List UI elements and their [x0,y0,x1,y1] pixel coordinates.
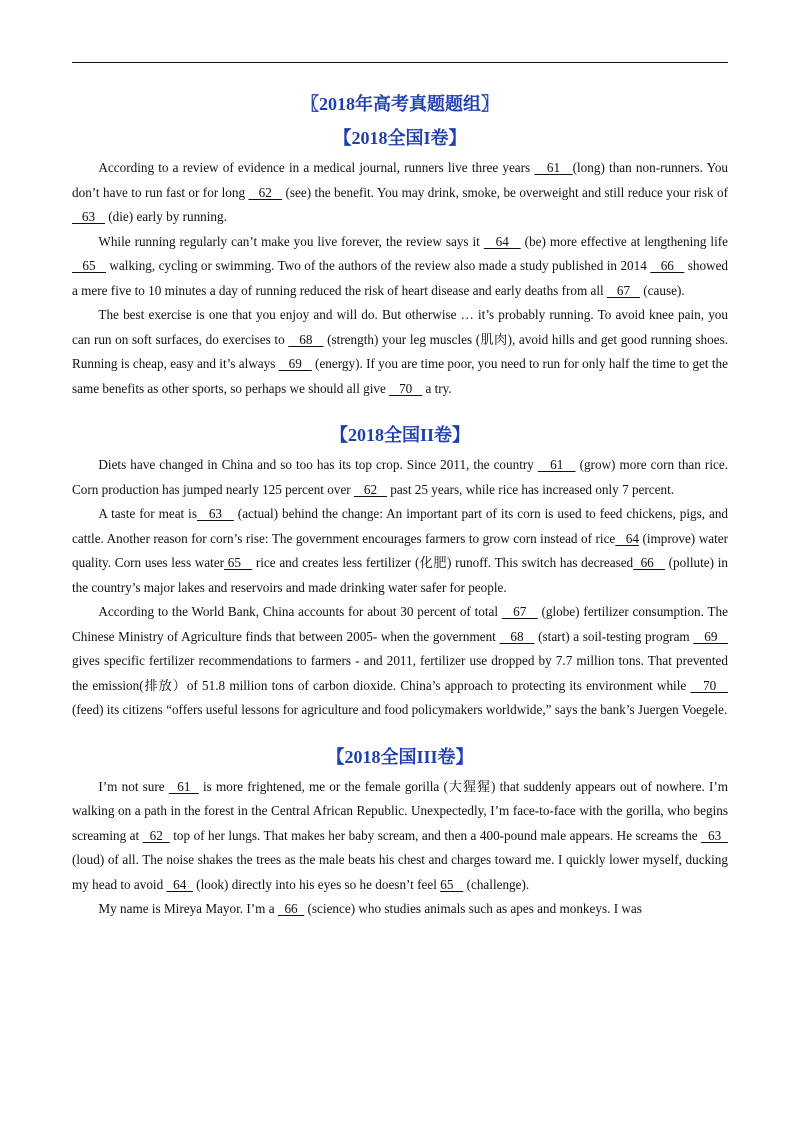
text-segment: My name is Mireya Mayor. I’m a [98,901,278,916]
answer-blank: 61 [537,457,576,472]
text-segment: (look) directly into his eyes so he doesn’t feel [192,876,441,892]
text-segment: (actual) behind the change: An important part of its corn is used to feed chickens, pigs, and cattle. Another reason for corn’s rise: The government encourages farmers to grow corn instead of rice [72,506,729,546]
answer-blank: 64 [483,233,521,249]
text-segment: (improve) water quality. Corn uses less water [72,530,728,570]
text-segment: A taste for meat is [98,506,197,521]
text-segment: (loud) of all. The noise shakes the trees as the male beats his chest and charges toward me. I quickly lower myself, ducking my head to avoid [72,852,728,892]
text-segment: Diets have changed in China and so too has its top crop. Since 2011, the country [98,457,538,472]
passage-paragraph [72,230,728,304]
passage-paragraph [72,897,728,922]
answer-blank: 62 [248,184,283,200]
text-segment: rice and creates less fertilizer (化肥) runoff. This switch has decreased [252,555,634,570]
answer-blank: 64 [166,876,193,892]
answer-blank: 65 [440,876,464,892]
text-segment: (science) who studies animals such as apes and monkeys. I was [304,901,642,916]
answer-blank: 62 [354,481,387,497]
passage-paragraph [72,156,728,230]
text-segment: (see) the benefit. You may drink, smoke, be overweight and still reduce your risk of [282,184,728,200]
answer-blank: 65 [224,555,253,570]
text-segment: (grow) more corn than rice. Corn production has jumped nearly 125 percent over [72,457,728,497]
sections-container [72,126,728,922]
text-segment: I’m not sure [98,778,169,794]
answer-blank: 63 [701,827,729,843]
exam-section [72,126,728,401]
document-body [72,92,728,944]
answer-blank: 61 [168,778,199,794]
section-title: 【2018全国III卷】 [326,746,474,767]
answer-blank: 63 [72,209,105,224]
text-segment: showed a mere five to 10 minutes a day of running reduced the risk of heart disease and early deaths from all [72,258,729,298]
answer-blank: 69 [278,356,312,371]
answer-blank: 66 [650,258,685,273]
text-segment: (strength) your leg muscles (肌肉), avoid hills and get good running shoes. Running is cheap, easy and it’s always [72,331,729,371]
text-segment: (be) more effective at lengthening life [520,233,729,249]
answer-blank: 62 [142,827,170,843]
text-segment: (globe) fertilizer consumption. The Chinese Ministry of Agriculture finds that between 2005- when the government [72,604,728,644]
exam-section [72,423,728,723]
passage-paragraph [72,502,728,600]
text-segment: While running regularly can’t make you live forever, the review says it [98,233,484,249]
answer-blank: 70 [389,380,423,396]
text-segment: past 25 years, while rice has increased only 7 percent. [386,481,675,497]
text-segment: gives specific fertilizer recommendations to farmers - and 2011, fertilizer use dropped by 7.7 million tons. That prevented the emission(排放）of 51.8 million tons of carbon dioxide. China’s approach to protecting its environment while [72,653,728,693]
text-segment: (feed) its citizens “offers useful lessons for agriculture and food policymakers worldwide,” says the bank’s Juergen Voegele. [72,702,728,717]
text-segment: (pollute) in the country’s major lakes and reservoirs and made drinking water safer for people. [72,555,729,595]
text-segment: (cause). [639,282,685,298]
exam-section [72,745,728,922]
answer-blank: 68 [288,331,324,347]
text-segment: (challenge). [463,876,530,892]
passage-paragraph [72,303,728,401]
section-title: 【2018全国II卷】 [329,425,470,445]
text-segment: (start) a soil-testing program [534,628,694,644]
text-segment: top of her lungs. That makes her baby scream, and then a 400-pound male appears. He screams the [169,827,702,843]
text-segment: is more frightened, me or the female gorilla (大猩猩) that suddenly appears out of nowhere. I’m walking on a path in the forest in the Central African Republic. Unexpectedly, I’m face-to-face with the gorilla, who begins screaming at [72,778,728,843]
passage-paragraph [72,453,728,502]
section-title: 【2018全国I卷】 [333,128,467,148]
text-segment: (long) than non-runners. You don’t have to run fast or for long [72,160,729,200]
answer-blank: 68 [499,628,535,644]
text-segment: a try. [422,380,452,396]
answer-blank: 67 [501,604,538,619]
answer-blank: 64 [615,530,639,546]
answer-blank: 69 [693,628,728,644]
header-rule [72,62,728,63]
answer-blank: 67 [607,282,640,298]
passage-paragraph [72,600,728,723]
answer-blank: 63 [196,506,234,521]
answer-blank: 70 [690,677,729,693]
text-segment: The best exercise is one that you enjoy and will do. But otherwise … it’s probably running. To avoid knee pain, you can run on soft surfaces, do exercises to [72,307,728,347]
answer-blank: 66 [277,901,305,916]
text-segment: (energy). If you are time poor, you need to run for only half the time to get the same benefits as other sports, so perhaps we should all give [72,356,728,396]
text-segment: walking, cycling or swimming. Two of the authors of the review also made a study published in 2014 [105,258,651,273]
text-segment: (die) early by running. [104,209,227,224]
text-segment: According to the World Bank, China accounts for about 30 percent of total [98,604,502,619]
passage-paragraph [72,775,728,898]
answer-blank: 61 [534,160,573,175]
page-title: 〖2018年高考真题题组〗 [301,94,499,114]
answer-blank: 65 [72,258,106,273]
answer-blank: 66 [633,555,665,570]
text-segment: According to a review of evidence in a medical journal, runners live three years [98,160,535,175]
